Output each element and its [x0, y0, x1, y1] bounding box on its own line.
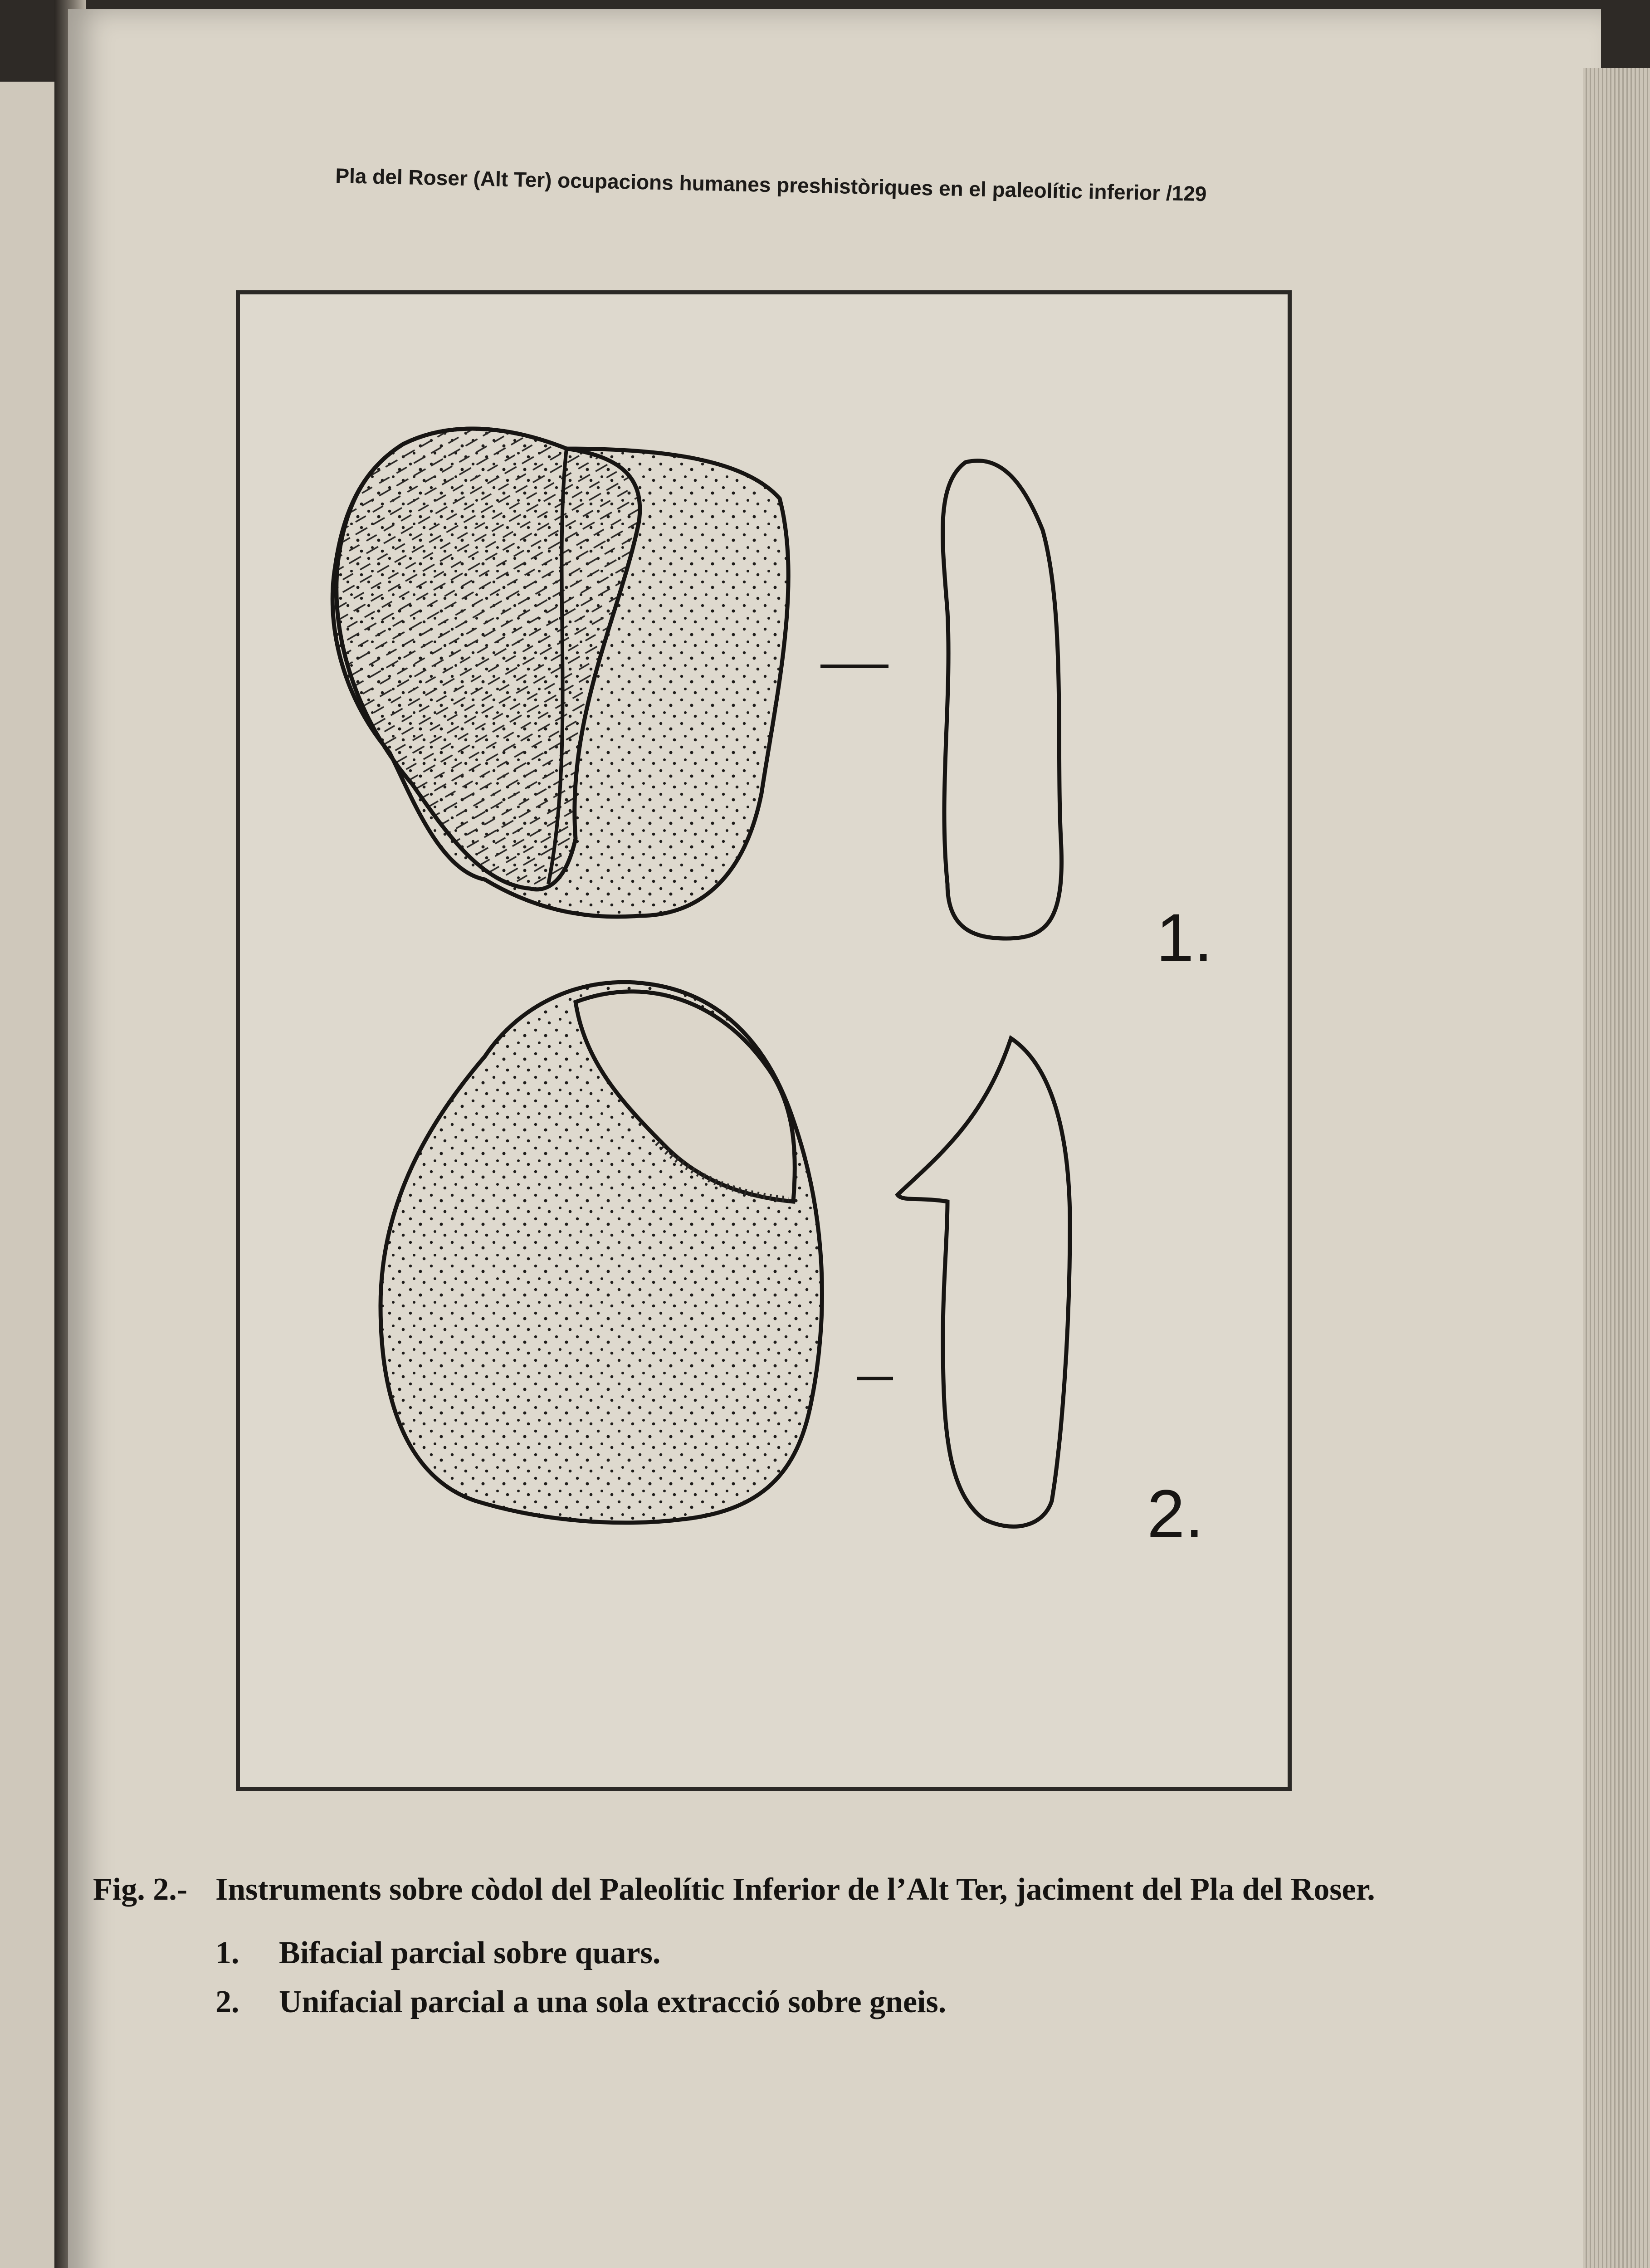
caption-item: [215, 1978, 1417, 2027]
figure-frame: [236, 290, 1292, 1791]
artifact-1-front-view: [332, 429, 788, 917]
running-head: Pla del Roser (Alt Ter) ocupacions humanes preshistòriques en el paleolític inferior /129: [335, 163, 1207, 206]
facing-page-edge: [0, 82, 59, 2268]
figure-illustration: [240, 294, 1288, 1787]
caption-item-number: 1.: [215, 1936, 239, 1970]
caption-item-number: 2.: [215, 1984, 239, 2019]
artifact-2-side-view: [898, 1038, 1070, 1526]
artifact-2-front-view: [381, 982, 822, 1523]
figure-caption: [93, 1864, 1417, 2027]
figure-number: Fig. 2.-: [93, 1872, 188, 1907]
caption-item-text: Bifacial parcial sobre quars.: [279, 1936, 661, 1970]
figure-label-1: 1.: [1156, 899, 1213, 976]
caption-main: [93, 1864, 1417, 1915]
caption-item-text: Unifacial parcial a una sola extracció sobre gneis.: [279, 1984, 947, 2019]
artifact-1-side-view: [943, 461, 1062, 938]
caption-text: Instruments sobre còdol del Paleolític Inferior de l’Alt Ter, jaciment del Pla del Roser.: [215, 1872, 1375, 1907]
page-edges: [1583, 68, 1650, 2268]
figure-label-2: 2.: [1147, 1476, 1204, 1552]
caption-item: [215, 1929, 1417, 1978]
